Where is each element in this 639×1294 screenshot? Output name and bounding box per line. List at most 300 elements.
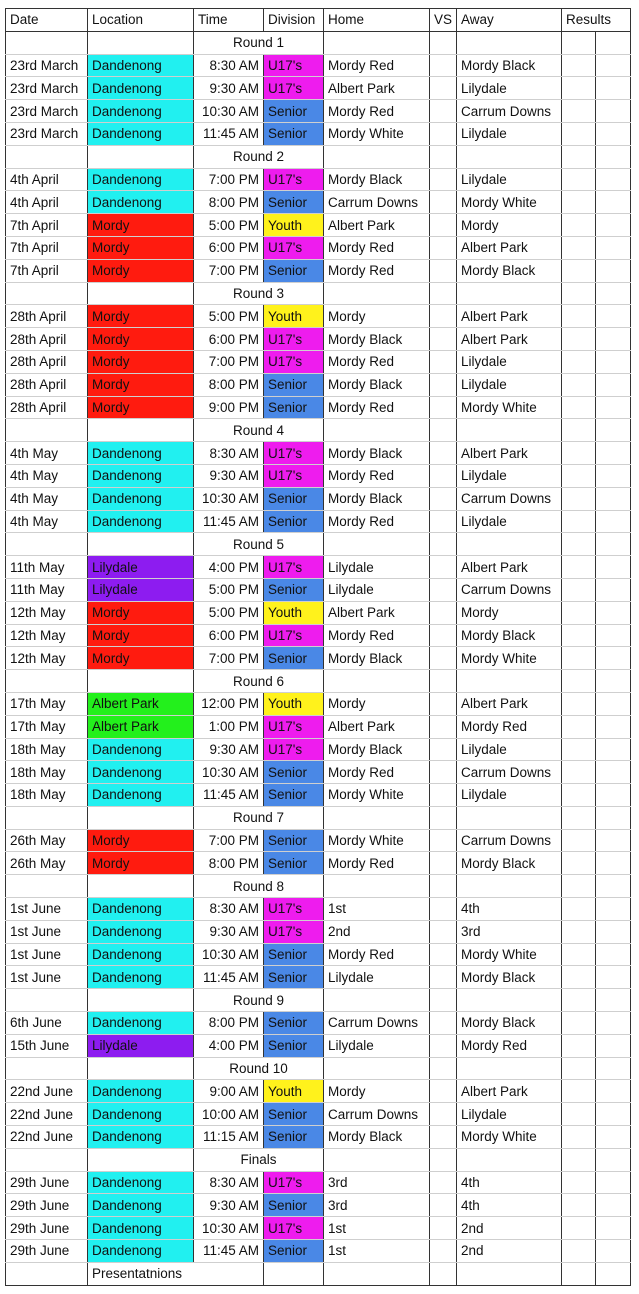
empty-cell bbox=[596, 1057, 631, 1080]
game-result-away[interactable] bbox=[596, 373, 631, 396]
game-row bbox=[6, 259, 631, 282]
game-vs bbox=[430, 54, 457, 77]
game-home: Mordy Red bbox=[324, 100, 430, 123]
game-location: Mordy bbox=[88, 214, 194, 237]
game-result-away[interactable] bbox=[596, 214, 631, 237]
empty-cell bbox=[562, 875, 596, 898]
game-home: Mordy Black bbox=[324, 168, 430, 191]
game-time: 6:00 PM bbox=[194, 328, 264, 351]
header-date: Date bbox=[6, 9, 88, 32]
game-location: Dandenong bbox=[88, 487, 194, 510]
game-row bbox=[6, 601, 631, 624]
game-result-away[interactable] bbox=[596, 328, 631, 351]
empty-cell bbox=[6, 1262, 88, 1285]
game-vs bbox=[430, 784, 457, 807]
game-away: Mordy White bbox=[457, 191, 562, 214]
game-location: Dandenong bbox=[88, 54, 194, 77]
game-location: Dandenong bbox=[88, 1194, 194, 1217]
game-division: Senior bbox=[264, 578, 324, 601]
game-away: Lilydale bbox=[457, 510, 562, 533]
game-home: Mordy Red bbox=[324, 852, 430, 875]
game-result-home[interactable] bbox=[562, 122, 596, 145]
game-result-home[interactable] bbox=[562, 1240, 596, 1263]
game-date: 12th May bbox=[6, 647, 88, 670]
game-result-away[interactable] bbox=[596, 259, 631, 282]
game-home: 1st bbox=[324, 1240, 430, 1263]
game-result-away[interactable] bbox=[596, 829, 631, 852]
game-row bbox=[6, 556, 631, 579]
game-time: 10:30 AM bbox=[194, 487, 264, 510]
empty-cell bbox=[324, 419, 430, 442]
game-home: Carrum Downs bbox=[324, 1012, 430, 1035]
game-result-away[interactable] bbox=[596, 350, 631, 373]
game-date: 23rd March bbox=[6, 122, 88, 145]
game-result-away[interactable] bbox=[596, 1034, 631, 1057]
game-row bbox=[6, 1103, 631, 1126]
game-home: Mordy bbox=[324, 305, 430, 328]
header-division: Division bbox=[264, 9, 324, 32]
game-time: 4:00 PM bbox=[194, 1034, 264, 1057]
game-date: 17th May bbox=[6, 692, 88, 715]
game-vs bbox=[430, 487, 457, 510]
empty-cell bbox=[457, 989, 562, 1012]
header-results: Results bbox=[562, 9, 631, 32]
game-division: Youth bbox=[264, 692, 324, 715]
game-home: Lilydale bbox=[324, 1034, 430, 1057]
game-result-home[interactable] bbox=[562, 373, 596, 396]
empty-cell bbox=[596, 419, 631, 442]
game-location: Dandenong bbox=[88, 1171, 194, 1194]
game-result-away[interactable] bbox=[596, 1217, 631, 1240]
round-header-row bbox=[6, 1148, 631, 1171]
game-away: Mordy White bbox=[457, 647, 562, 670]
game-division: Senior bbox=[264, 761, 324, 784]
game-home: Mordy White bbox=[324, 829, 430, 852]
game-result-home[interactable] bbox=[562, 852, 596, 875]
game-row bbox=[6, 1217, 631, 1240]
game-result-home[interactable] bbox=[562, 1034, 596, 1057]
game-result-home[interactable] bbox=[562, 943, 596, 966]
game-division: Youth bbox=[264, 214, 324, 237]
game-result-home[interactable] bbox=[562, 624, 596, 647]
game-vs bbox=[430, 601, 457, 624]
game-result-away[interactable] bbox=[596, 1080, 631, 1103]
game-date: 1st June bbox=[6, 898, 88, 921]
game-division: Senior bbox=[264, 191, 324, 214]
game-result-home[interactable] bbox=[562, 54, 596, 77]
game-row bbox=[6, 214, 631, 237]
game-away: Mordy White bbox=[457, 943, 562, 966]
empty-cell bbox=[88, 806, 194, 829]
game-date: 28th April bbox=[6, 396, 88, 419]
game-result-home[interactable] bbox=[562, 556, 596, 579]
game-result-home[interactable] bbox=[562, 761, 596, 784]
game-date: 4th May bbox=[6, 510, 88, 533]
empty-cell bbox=[88, 145, 194, 168]
game-division: Senior bbox=[264, 943, 324, 966]
game-location: Mordy bbox=[88, 373, 194, 396]
game-home: Mordy Red bbox=[324, 761, 430, 784]
game-result-home[interactable] bbox=[562, 1126, 596, 1149]
game-away: Albert Park bbox=[457, 556, 562, 579]
empty-cell bbox=[88, 419, 194, 442]
game-result-away[interactable] bbox=[596, 191, 631, 214]
game-result-home[interactable] bbox=[562, 328, 596, 351]
game-vs bbox=[430, 396, 457, 419]
game-division: Senior bbox=[264, 1126, 324, 1149]
game-date: 17th May bbox=[6, 715, 88, 738]
game-home: 1st bbox=[324, 1217, 430, 1240]
game-result-home[interactable] bbox=[562, 510, 596, 533]
game-result-away[interactable] bbox=[596, 442, 631, 465]
game-away: 4th bbox=[457, 1171, 562, 1194]
game-result-away[interactable] bbox=[596, 464, 631, 487]
game-date: 18th May bbox=[6, 738, 88, 761]
game-row bbox=[6, 1126, 631, 1149]
game-away: Albert Park bbox=[457, 692, 562, 715]
empty-cell bbox=[562, 533, 596, 556]
game-home: Carrum Downs bbox=[324, 191, 430, 214]
game-result-home[interactable] bbox=[562, 487, 596, 510]
game-result-away[interactable] bbox=[596, 1171, 631, 1194]
empty-cell bbox=[6, 145, 88, 168]
game-location: Mordy bbox=[88, 305, 194, 328]
game-result-home[interactable] bbox=[562, 898, 596, 921]
header-away: Away bbox=[457, 9, 562, 32]
game-result-away[interactable] bbox=[596, 738, 631, 761]
empty-cell bbox=[457, 875, 562, 898]
game-row bbox=[6, 829, 631, 852]
game-location: Dandenong bbox=[88, 1103, 194, 1126]
game-vs bbox=[430, 350, 457, 373]
game-result-away[interactable] bbox=[596, 784, 631, 807]
empty-cell bbox=[457, 806, 562, 829]
game-vs bbox=[430, 1194, 457, 1217]
game-home: Mordy White bbox=[324, 784, 430, 807]
game-location: Dandenong bbox=[88, 1240, 194, 1263]
game-vs bbox=[430, 1103, 457, 1126]
empty-cell bbox=[88, 989, 194, 1012]
game-vs bbox=[430, 1080, 457, 1103]
game-time: 8:00 PM bbox=[194, 373, 264, 396]
game-away: Carrum Downs bbox=[457, 761, 562, 784]
game-row bbox=[6, 487, 631, 510]
game-result-away[interactable] bbox=[596, 898, 631, 921]
game-result-away[interactable] bbox=[596, 647, 631, 670]
game-division: Senior bbox=[264, 100, 324, 123]
game-row bbox=[6, 1240, 631, 1263]
game-row bbox=[6, 784, 631, 807]
game-home: Mordy Red bbox=[324, 259, 430, 282]
game-result-home[interactable] bbox=[562, 966, 596, 989]
game-result-home[interactable] bbox=[562, 784, 596, 807]
game-result-home[interactable] bbox=[562, 236, 596, 259]
game-date: 4th April bbox=[6, 191, 88, 214]
game-division: Senior bbox=[264, 487, 324, 510]
game-row bbox=[6, 578, 631, 601]
game-row bbox=[6, 77, 631, 100]
game-result-away[interactable] bbox=[596, 122, 631, 145]
game-away: Mordy Black bbox=[457, 852, 562, 875]
game-result-home[interactable] bbox=[562, 601, 596, 624]
header-home: Home bbox=[324, 9, 430, 32]
empty-cell bbox=[430, 875, 457, 898]
game-vs bbox=[430, 1217, 457, 1240]
round-title: Round 1 bbox=[194, 31, 324, 54]
round-title: Round 3 bbox=[194, 282, 324, 305]
empty-cell bbox=[324, 1262, 430, 1285]
empty-cell bbox=[562, 282, 596, 305]
empty-cell bbox=[562, 31, 596, 54]
game-result-away[interactable] bbox=[596, 1126, 631, 1149]
game-time: 1:00 PM bbox=[194, 715, 264, 738]
game-away: Mordy bbox=[457, 214, 562, 237]
game-result-home[interactable] bbox=[562, 1217, 596, 1240]
game-result-home[interactable] bbox=[562, 77, 596, 100]
game-location: Dandenong bbox=[88, 191, 194, 214]
game-home: Mordy Black bbox=[324, 738, 430, 761]
game-result-home[interactable] bbox=[562, 1194, 596, 1217]
game-result-home[interactable] bbox=[562, 191, 596, 214]
game-vs bbox=[430, 1171, 457, 1194]
empty-cell bbox=[88, 1057, 194, 1080]
empty-cell bbox=[6, 419, 88, 442]
game-away: Albert Park bbox=[457, 328, 562, 351]
game-result-home[interactable] bbox=[562, 464, 596, 487]
game-division: Senior bbox=[264, 966, 324, 989]
game-row bbox=[6, 920, 631, 943]
game-date: 6th June bbox=[6, 1012, 88, 1035]
game-away: Albert Park bbox=[457, 236, 562, 259]
game-time: 11:45 AM bbox=[194, 966, 264, 989]
game-time: 8:00 PM bbox=[194, 1012, 264, 1035]
game-result-home[interactable] bbox=[562, 1103, 596, 1126]
game-away: Albert Park bbox=[457, 305, 562, 328]
game-result-home[interactable] bbox=[562, 168, 596, 191]
game-result-home[interactable] bbox=[562, 829, 596, 852]
game-away: 3rd bbox=[457, 920, 562, 943]
game-home: Mordy bbox=[324, 692, 430, 715]
game-location: Mordy bbox=[88, 396, 194, 419]
game-date: 1st June bbox=[6, 920, 88, 943]
game-time: 9:30 AM bbox=[194, 1194, 264, 1217]
game-vs bbox=[430, 442, 457, 465]
game-home: Mordy Red bbox=[324, 350, 430, 373]
game-vs bbox=[430, 943, 457, 966]
game-vs bbox=[430, 1126, 457, 1149]
empty-cell bbox=[457, 1057, 562, 1080]
game-result-away[interactable] bbox=[596, 761, 631, 784]
game-vs bbox=[430, 624, 457, 647]
game-location: Dandenong bbox=[88, 738, 194, 761]
game-away: Lilydale bbox=[457, 738, 562, 761]
game-location: Dandenong bbox=[88, 122, 194, 145]
round-header-row bbox=[6, 1057, 631, 1080]
empty-cell bbox=[457, 533, 562, 556]
game-away: Lilydale bbox=[457, 77, 562, 100]
game-result-away[interactable] bbox=[596, 966, 631, 989]
game-result-home[interactable] bbox=[562, 1012, 596, 1035]
empty-cell bbox=[562, 419, 596, 442]
game-time: 4:00 PM bbox=[194, 556, 264, 579]
game-result-away[interactable] bbox=[596, 54, 631, 77]
game-result-home[interactable] bbox=[562, 1080, 596, 1103]
game-result-away[interactable] bbox=[596, 556, 631, 579]
round-title: Round 4 bbox=[194, 419, 324, 442]
game-result-home[interactable] bbox=[562, 920, 596, 943]
game-result-away[interactable] bbox=[596, 236, 631, 259]
game-vs bbox=[430, 920, 457, 943]
header-time: Time bbox=[194, 9, 264, 32]
empty-cell bbox=[430, 533, 457, 556]
game-home: Albert Park bbox=[324, 214, 430, 237]
game-time: 9:30 AM bbox=[194, 738, 264, 761]
round-title: Round 7 bbox=[194, 806, 324, 829]
empty-cell bbox=[596, 31, 631, 54]
game-result-home[interactable] bbox=[562, 259, 596, 282]
game-result-away[interactable] bbox=[596, 943, 631, 966]
game-time: 8:30 AM bbox=[194, 54, 264, 77]
game-home: Mordy bbox=[324, 1080, 430, 1103]
game-row bbox=[6, 510, 631, 533]
empty-cell bbox=[596, 1262, 631, 1285]
game-result-home[interactable] bbox=[562, 214, 596, 237]
game-result-home[interactable] bbox=[562, 350, 596, 373]
game-division: U17's bbox=[264, 168, 324, 191]
game-date: 29th June bbox=[6, 1171, 88, 1194]
empty-cell bbox=[324, 989, 430, 1012]
game-result-away[interactable] bbox=[596, 487, 631, 510]
game-result-away[interactable] bbox=[596, 920, 631, 943]
game-away: Mordy Red bbox=[457, 715, 562, 738]
game-away: Carrum Downs bbox=[457, 829, 562, 852]
game-date: 22nd June bbox=[6, 1126, 88, 1149]
game-vs bbox=[430, 191, 457, 214]
game-result-home[interactable] bbox=[562, 715, 596, 738]
round-header-row bbox=[6, 875, 631, 898]
round-header-row bbox=[6, 670, 631, 693]
game-vs bbox=[430, 761, 457, 784]
game-division: U17's bbox=[264, 77, 324, 100]
game-result-away[interactable] bbox=[596, 100, 631, 123]
empty-cell bbox=[457, 282, 562, 305]
game-division: U17's bbox=[264, 1171, 324, 1194]
game-result-home[interactable] bbox=[562, 305, 596, 328]
empty-cell bbox=[324, 282, 430, 305]
game-result-away[interactable] bbox=[596, 578, 631, 601]
game-division: U17's bbox=[264, 715, 324, 738]
game-row bbox=[6, 852, 631, 875]
game-result-home[interactable] bbox=[562, 647, 596, 670]
game-away: Lilydale bbox=[457, 168, 562, 191]
game-row bbox=[6, 647, 631, 670]
game-vs bbox=[430, 738, 457, 761]
game-row bbox=[6, 464, 631, 487]
game-away: 2nd bbox=[457, 1217, 562, 1240]
game-result-away[interactable] bbox=[596, 1012, 631, 1035]
game-home: Albert Park bbox=[324, 715, 430, 738]
game-away: Albert Park bbox=[457, 442, 562, 465]
game-division: U17's bbox=[264, 898, 324, 921]
game-date: 29th June bbox=[6, 1194, 88, 1217]
game-vs bbox=[430, 647, 457, 670]
game-division: Youth bbox=[264, 1080, 324, 1103]
game-division: Senior bbox=[264, 784, 324, 807]
empty-cell bbox=[596, 533, 631, 556]
game-result-away[interactable] bbox=[596, 168, 631, 191]
game-result-away[interactable] bbox=[596, 1194, 631, 1217]
game-result-away[interactable] bbox=[596, 715, 631, 738]
empty-cell bbox=[596, 1148, 631, 1171]
game-result-away[interactable] bbox=[596, 852, 631, 875]
game-division: U17's bbox=[264, 1217, 324, 1240]
empty-cell bbox=[6, 31, 88, 54]
game-away: 2nd bbox=[457, 1240, 562, 1263]
game-result-away[interactable] bbox=[596, 396, 631, 419]
game-vs bbox=[430, 966, 457, 989]
game-away: Lilydale bbox=[457, 373, 562, 396]
game-home: Mordy Red bbox=[324, 943, 430, 966]
game-row bbox=[6, 350, 631, 373]
game-vs bbox=[430, 556, 457, 579]
game-location: Dandenong bbox=[88, 77, 194, 100]
game-time: 9:00 AM bbox=[194, 1080, 264, 1103]
game-home: 2nd bbox=[324, 920, 430, 943]
game-result-away[interactable] bbox=[596, 305, 631, 328]
game-home: Mordy Black bbox=[324, 442, 430, 465]
game-result-away[interactable] bbox=[596, 601, 631, 624]
empty-cell bbox=[324, 31, 430, 54]
game-location: Dandenong bbox=[88, 1217, 194, 1240]
empty-cell bbox=[324, 1057, 430, 1080]
game-result-away[interactable] bbox=[596, 624, 631, 647]
game-result-away[interactable] bbox=[596, 510, 631, 533]
game-vs bbox=[430, 236, 457, 259]
game-result-home[interactable] bbox=[562, 396, 596, 419]
empty-cell bbox=[88, 875, 194, 898]
game-home: Mordy White bbox=[324, 122, 430, 145]
game-result-away[interactable] bbox=[596, 77, 631, 100]
game-location: Dandenong bbox=[88, 898, 194, 921]
game-location: Mordy bbox=[88, 350, 194, 373]
game-result-home[interactable] bbox=[562, 100, 596, 123]
game-result-away[interactable] bbox=[596, 1103, 631, 1126]
empty-cell bbox=[88, 31, 194, 54]
game-result-home[interactable] bbox=[562, 1171, 596, 1194]
empty-cell bbox=[596, 670, 631, 693]
game-away: Mordy Black bbox=[457, 624, 562, 647]
game-result-home[interactable] bbox=[562, 738, 596, 761]
game-result-away[interactable] bbox=[596, 692, 631, 715]
game-row bbox=[6, 692, 631, 715]
round-title: Round 6 bbox=[194, 670, 324, 693]
round-title: Round 10 bbox=[194, 1057, 324, 1080]
game-result-home[interactable] bbox=[562, 442, 596, 465]
empty-cell bbox=[457, 1262, 562, 1285]
game-result-away[interactable] bbox=[596, 1240, 631, 1263]
game-date: 29th June bbox=[6, 1240, 88, 1263]
game-result-home[interactable] bbox=[562, 692, 596, 715]
game-row bbox=[6, 168, 631, 191]
empty-cell bbox=[6, 806, 88, 829]
game-location: Dandenong bbox=[88, 784, 194, 807]
fixture-table bbox=[5, 8, 631, 1286]
game-row bbox=[6, 738, 631, 761]
game-home: Mordy Red bbox=[324, 464, 430, 487]
empty-cell bbox=[457, 1148, 562, 1171]
game-result-home[interactable] bbox=[562, 578, 596, 601]
game-division: Senior bbox=[264, 1012, 324, 1035]
